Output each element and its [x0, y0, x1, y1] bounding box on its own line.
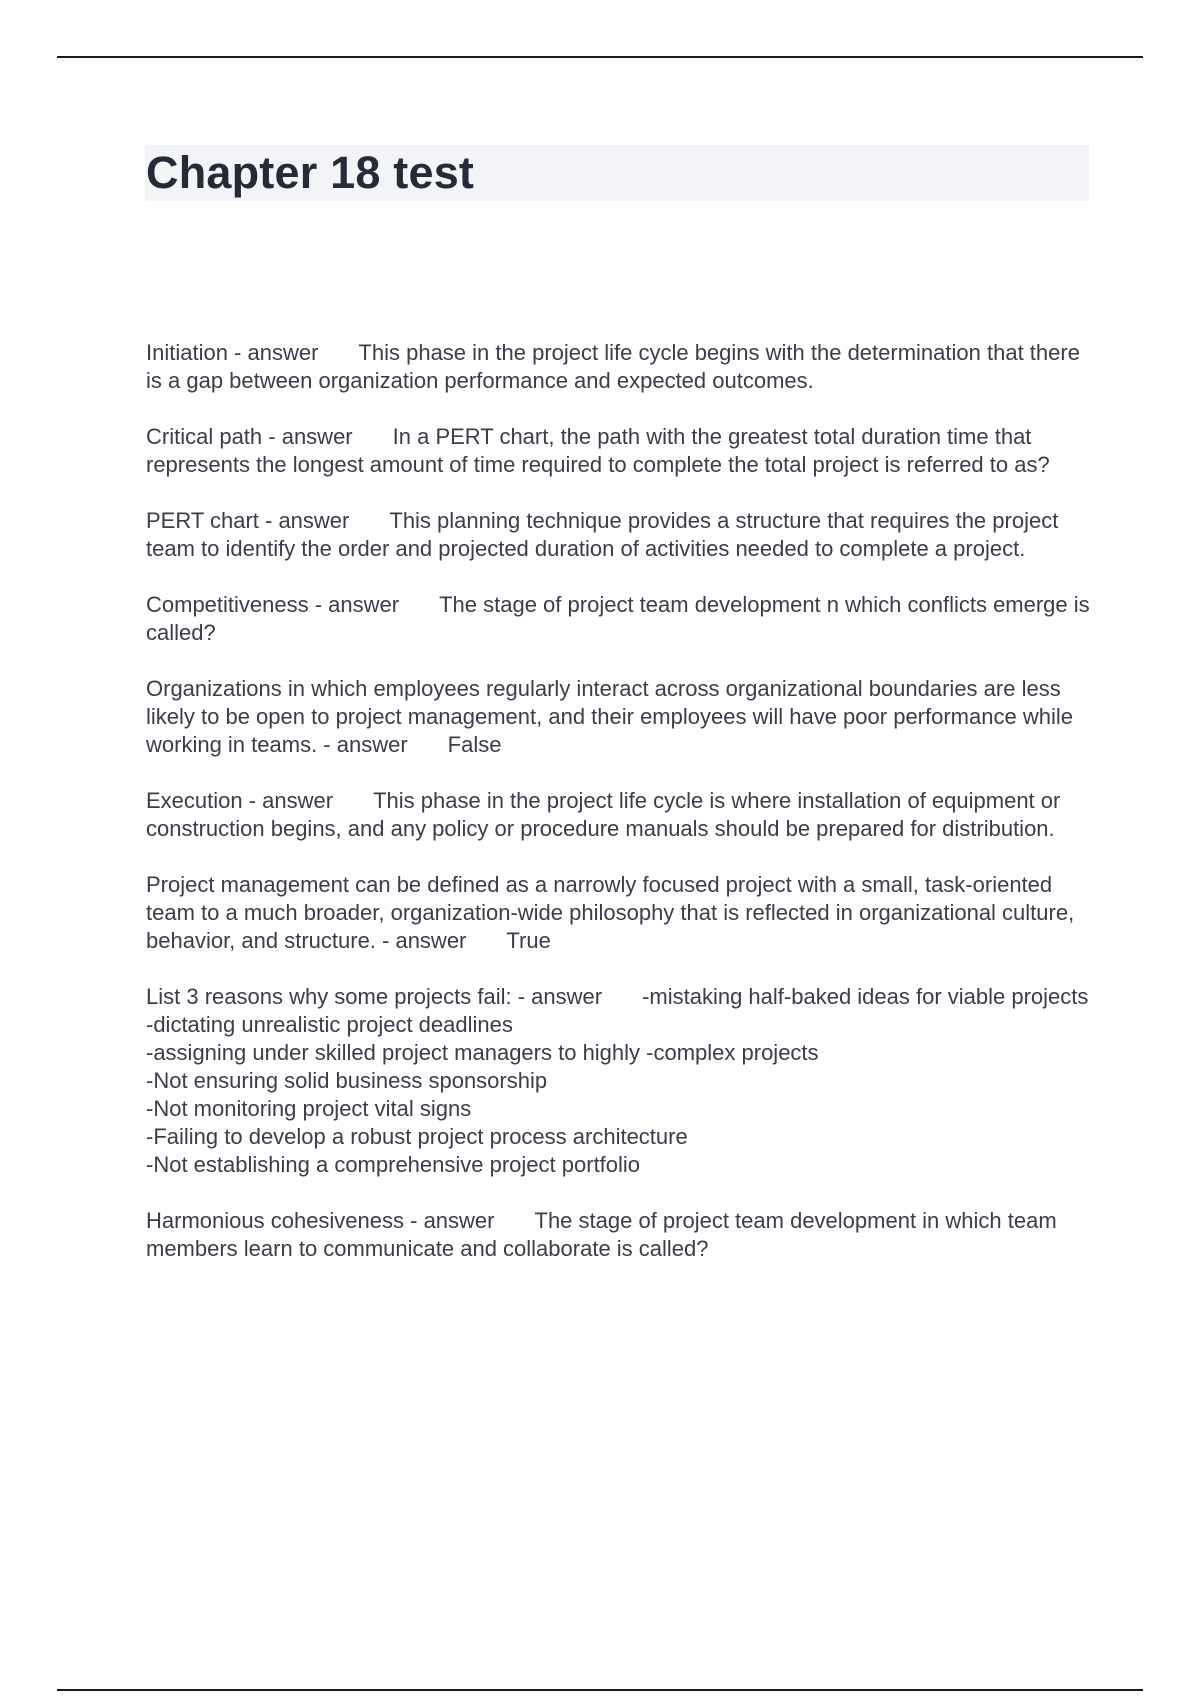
qa-item — [146, 983, 1096, 1179]
qa-item — [146, 675, 1096, 759]
qa-response-line: -Not ensuring solid business sponsorship — [146, 1068, 548, 1093]
qa-response: The stage of project team development in which team members learn to communicate and collaborate is called? — [146, 1208, 1057, 1261]
qa-response: This planning technique provides a structure that requires the project team to identify the order and projected duration of activities needed to complete a project. — [146, 508, 1059, 561]
qa-response-line: -Not monitoring project vital signs — [146, 1096, 472, 1121]
qa-response: The stage of project team development n which conflicts emerge is called? — [146, 592, 1090, 645]
bottom-rule — [57, 1689, 1143, 1691]
qa-prompt: Initiation - answer — [146, 340, 319, 365]
qa-item — [146, 871, 1096, 955]
qa-item — [146, 507, 1096, 563]
qa-prompt: PERT chart - answer — [146, 508, 350, 533]
qa-response-line: -Failing to develop a robust project process architecture — [146, 1124, 688, 1149]
qa-response-line: -Not establishing a comprehensive project portfolio — [146, 1152, 641, 1177]
top-rule — [57, 56, 1143, 58]
qa-prompt: Harmonious cohesiveness - answer — [146, 1208, 495, 1233]
qa-item — [146, 423, 1096, 479]
qa-list — [146, 339, 1096, 1291]
page-title: Chapter 18 test — [146, 147, 475, 198]
qa-response: False — [447, 732, 502, 757]
qa-prompt: Critical path - answer — [146, 424, 353, 449]
qa-response: This phase in the project life cycle begins with the determination that there is a gap between organization performance and expected outcomes. — [146, 340, 1080, 393]
qa-item — [146, 591, 1096, 647]
qa-prompt: Execution - answer — [146, 788, 334, 813]
qa-response: True — [506, 928, 551, 953]
qa-item — [146, 339, 1096, 395]
qa-item — [146, 1207, 1096, 1263]
qa-response: In a PERT chart, the path with the greatest total duration time that represents the longest amount of time required to complete the total project is referred to as? — [146, 424, 1050, 477]
qa-response: This phase in the project life cycle is where installation of equipment or construction begins, and any policy or procedure manuals should be prepared for distribution. — [146, 788, 1061, 841]
qa-response: -mistaking half-baked ideas for viable projects — [642, 984, 1089, 1009]
qa-item — [146, 787, 1096, 843]
qa-prompt: Organizations in which employees regularly interact across organizational boundaries are less likely to be open to project management, and their employees will have poor performance while working in teams. - answer — [146, 676, 1073, 757]
qa-prompt: Project management can be defined as a narrowly focused project with a small, task-oriented team to a much broader, organization-wide philosophy that is reflected in organizational culture, behavior, and structure. - answer — [146, 872, 1075, 953]
qa-response-line: -dictating unrealistic project deadlines — [146, 1012, 513, 1037]
qa-response-line: -assigning under skilled project managers to highly -complex projects — [146, 1040, 819, 1065]
qa-prompt: Competitiveness - answer — [146, 592, 400, 617]
qa-prompt: List 3 reasons why some projects fail: - answer — [146, 984, 603, 1009]
